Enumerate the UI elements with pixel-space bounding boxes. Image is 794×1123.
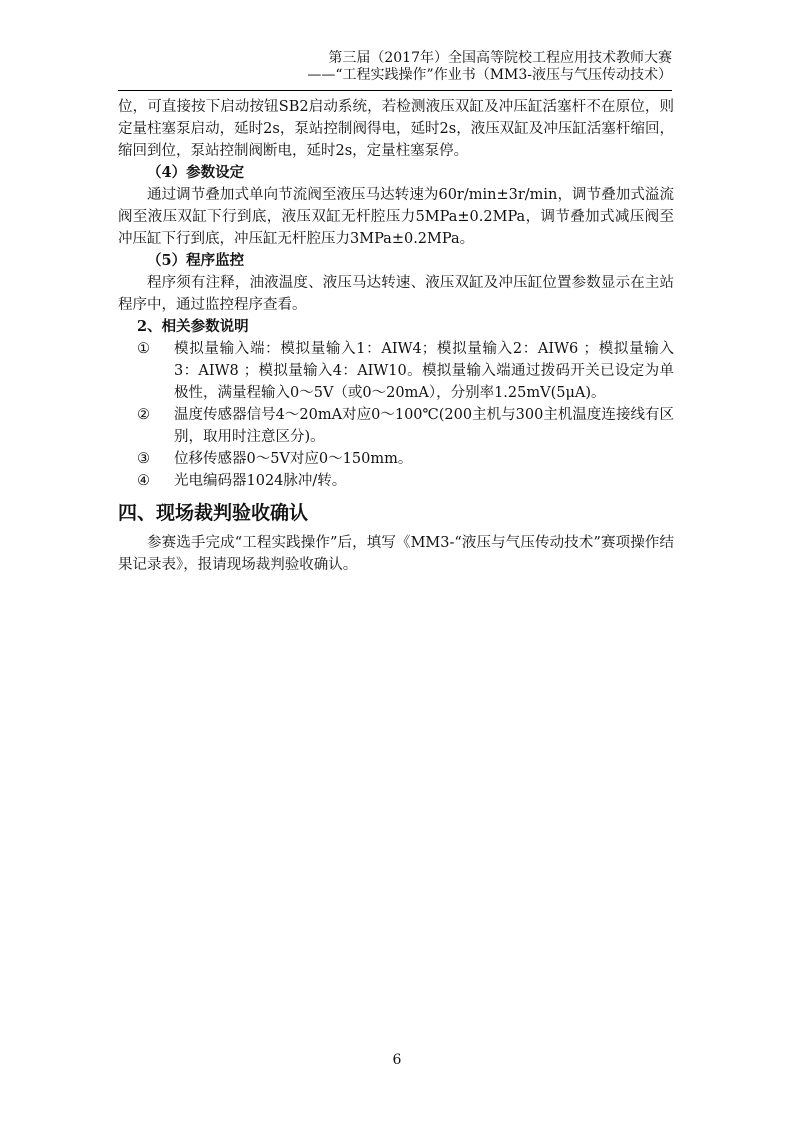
paragraph-continued: 位，可直接按下启动按钮SB2启动系统，若检测液压双缸及冲压缸活塞杆不在原位，则定量柱塞泵启动，延时2s，泵站控制阀得电，延时2s，液压双缸及冲压缸活塞杆缩回，缩回到位，泵站控制阀断电，延时2s，定量柱塞泵停。 — [118, 99, 674, 159]
list-item-number: ② — [137, 407, 150, 423]
list-item-number: ③ — [137, 451, 150, 467]
list-item-text: 光电编码器1024脉冲/转。 — [174, 473, 347, 489]
list-item-text: 温度传感器信号4～20mA对应0～100℃(200主机与300主机温度连接线有区别，取用时注意区分)。 — [174, 407, 674, 445]
list-item — [118, 404, 674, 448]
paragraph-program-monitoring: 程序须有注释，油液温度、液压马达转速、液压双缸及冲压缸位置参数显示在主站程序中，通过监控程序查看。 — [118, 275, 674, 313]
page-header — [118, 50, 672, 84]
header-title-line1: 第三届（2017年）全国高等院校工程应用技术教师大赛 — [328, 50, 672, 66]
page-number: 6 — [392, 1052, 402, 1068]
list-item — [118, 338, 674, 404]
subheading-program-monitoring: （5）程序监控 — [147, 252, 245, 269]
header-rule — [118, 90, 672, 91]
section-heading-referee-acceptance: 四、现场裁判验收确认 — [118, 502, 309, 524]
paragraph-parameter-setting: 通过调节叠加式单向节流阀至液压马达转速为60r/min±3r/min，调节叠加式溢流阀至液压双缸下行到底，液压双缸无杆腔压力5MPa±0.2MPa，调节叠加式减压阀至冲压缸下行到底，冲压缸无杆腔压力3MPa±0.2MPa。 — [118, 187, 674, 247]
subheading-parameter-setting: （4）参数设定 — [147, 164, 245, 181]
list-item-number: ④ — [137, 473, 150, 489]
list-item — [118, 448, 674, 470]
list-item-text: 位移传感器0～5V对应0～150mm。 — [174, 451, 413, 467]
page-content — [118, 96, 674, 576]
list-item-text: 模拟量输入端：模拟量输入1：AIW4；模拟量输入2：AIW6 ；模拟量输入3：AIW8 ；模拟量输入4：AIW10。模拟量输入端通过拨码开关已设定为单极性，满量程输入0～5V（或0～20mA），分别率1.25mV(5μA)。 — [174, 341, 674, 401]
header-title-line2: ——“工程实践操作”作业书（MM3-液压与气压传动技术） — [307, 67, 672, 83]
paragraph-referee-acceptance: 参赛选手完成“工程实践操作”后，填写《MM3-“液压与气压传动技术”赛项操作结果记录表》，报请现场裁判验收确认。 — [118, 535, 674, 573]
list-item-number: ① — [137, 341, 150, 357]
subheading-parameter-description: 2、相关参数说明 — [137, 318, 249, 335]
list-item — [118, 470, 674, 492]
